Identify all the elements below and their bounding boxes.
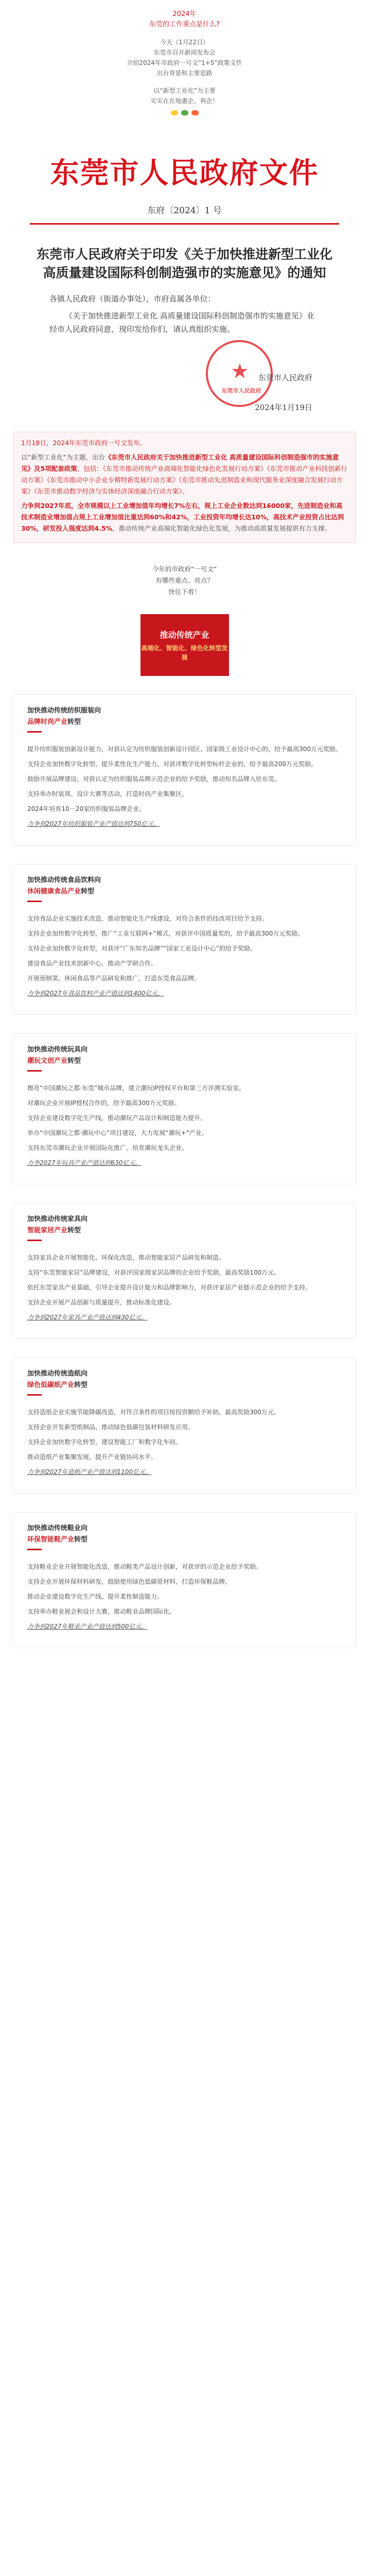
section-goal: 力争到2027年家具产业产值达到430亿元。 xyxy=(27,1314,148,1321)
section-paragraph: 支持家具企业开展智能化、环保化改造，推动智能家居产品研发和制造。 xyxy=(27,1254,225,1261)
policy-section xyxy=(13,1358,356,1494)
section-heading-line2: 智能家居产业转型 xyxy=(27,1227,81,1234)
section-paragraph: 支持企业建设数字化生产线，推动潮玩产品设计和制造能力提升。 xyxy=(27,1114,207,1122)
official-seal-icon: ★ 东莞市人民政府 xyxy=(206,340,273,407)
section-paragraph: 支持企业开展产品创新与质量提升，推动标准化建设。 xyxy=(27,1299,176,1306)
section-paragraph: 开展预制菜、休闲食品等产品研发和推广，打造东莞食品品牌。 xyxy=(27,975,201,982)
section-paragraph: 推动造纸产业集聚发展，提升产业链协同水平。 xyxy=(27,1453,157,1461)
policy-section xyxy=(13,864,356,1015)
intro-line: 实实在在地惠企、利企！ xyxy=(150,97,219,105)
emoji-icon xyxy=(191,110,199,115)
section-paragraph: 支持企业加快数字化转型，提升柔性化生产能力，对获评数字化转型标杆企业的，给予最高200万元奖励。 xyxy=(27,760,317,768)
emoji-icon xyxy=(181,110,188,115)
intro-block xyxy=(0,0,369,120)
prompt-line: 有哪些重点、亮点？ xyxy=(155,577,214,584)
section-paragraph: 2024年培育10－20家纺织服装品牌企业。 xyxy=(27,805,146,812)
section-heading-line1: 加快推动传统鞋业向 xyxy=(27,1524,88,1532)
doc-number: 东府〔2024〕1 号 xyxy=(147,206,222,216)
section-paragraph: 鼓励开展品牌建设，对获认定为纺织服装品牌示范企业的给予奖励，推动知名品牌入驻东莞。 xyxy=(27,775,281,783)
section-paragraph: 支持企业加快数字化转型，推广“工业互联网+”模式，对获评中国质量奖的，给予最高300万元奖励。 xyxy=(27,930,304,937)
section-paragraph: 支持举办时装周、设计大赛等活动，打造时尚产业集聚区。 xyxy=(27,790,188,798)
prompt-line: 快往下看！ xyxy=(168,588,201,596)
doc-date: 2024年1月19日 xyxy=(255,403,312,412)
section-paragraph: 支持食品企业实施技术改造，推动智能化生产线建设，对符合条件的技改项目给予支持。 xyxy=(27,915,269,922)
section-heading-line2: 休闲健康食品产业转型 xyxy=(27,888,95,895)
summary-paragraph: 力争到2027年底，全市规模以上工业增加值年均增长7%左右，规上工业企业数达到16000家，先进制造业和高技术制造业增加值占规上工业增加值比重达到60%和42%，工业投资年均增长达10%，高技术产业投资占比达到30%，研发投入强度达到4.5%，推动传统产业高端化智能化绿色化发展，为推动高质量发展提供有力支撑。 xyxy=(21,502,344,532)
section-body xyxy=(14,902,355,1014)
section-header xyxy=(14,1204,355,1241)
summary-top: 1月18日，2024年东莞市政府一号文发布。 xyxy=(21,439,147,447)
summary-paragraph: 以“新型工业化”为主题，出台《东莞市人民政府关于加快推进新型工业化 高质量建设国际科创制造强市的实施意见》及5项配套政策，包括：《东莞市推动传统产业高端化智能化绿色化发展行动方案》《东莞市推动产业科技创新行动方案》《东莞市推动中小企业专精特新发展行动方案》《东莞市推动先进制造业和现代服务业深度融合发展行动方案》《东莞市推动数字经济与实体经济深度融合行动方案》。 xyxy=(21,453,347,495)
section-goal: 力争到2027年鞋业产业产值达到500亿元。 xyxy=(27,1623,148,1630)
seal-text: 东莞市人民政府 xyxy=(221,387,261,394)
hero-banner xyxy=(140,614,229,676)
policy-section xyxy=(13,1033,356,1184)
section-heading-line1: 加快推动传统家具向 xyxy=(27,1215,88,1223)
section-heading-line2: 环保智能鞋产业转型 xyxy=(27,1536,88,1544)
section-heading-line1: 加快推动传统纺织服装向 xyxy=(27,707,101,715)
section-paragraph: 支持造纸企业实施节能降碳改造，对符合条件的项目按投资额给予补助，最高奖励300万元。 xyxy=(27,1409,280,1416)
section-heading-line2: 品牌时尚产业转型 xyxy=(27,718,81,726)
hero-title: 推动传统产业 xyxy=(160,630,209,640)
intro-line: 介绍2024年市政府一号文“1+5”政策文件 xyxy=(127,59,242,66)
policy-section xyxy=(13,694,356,845)
section-paragraph: 支持企业加快数字化转型，对获评“广东知名品牌”“国家工业设计中心”的给予奖励。 xyxy=(27,945,256,952)
intro-line: 今天（1月22日） xyxy=(160,39,209,46)
section-body xyxy=(14,1396,355,1493)
prompt-line: 今年的市政府“一号文” xyxy=(152,565,217,573)
section-goal: 力争到2027年纺织服装产业产值达到750亿元。 xyxy=(27,820,160,827)
section-paragraph: 提升纺织服装创新设计能力，对获认定为纺织服装创新设计园区、国家级工业设计中心的，给予最高300万元奖励。 xyxy=(27,745,342,753)
doc-header: 东莞市人民政府文件 xyxy=(50,156,319,190)
sections-list xyxy=(0,694,369,1648)
section-header xyxy=(14,1513,355,1550)
section-heading-line2: 潮玩文创产业转型 xyxy=(27,1057,81,1065)
official-document xyxy=(0,135,369,418)
emoji-row xyxy=(0,110,369,115)
section-paragraph: 支持举办鞋业展会和设计大赛，推动鞋业品牌国际化。 xyxy=(27,1608,176,1615)
policy-section xyxy=(13,1203,356,1339)
section-header xyxy=(14,1358,355,1396)
section-paragraph: 举办“中国潮玩之都·潮玩中心”项目建设，大力发展“潮玩+”产业。 xyxy=(27,1129,208,1137)
prompt-block xyxy=(0,564,369,598)
section-paragraph: 建设食品产业技术创新中心，推动产学研合作。 xyxy=(27,960,157,967)
section-paragraph: 推动企业建设数字化生产线，提升柔性制造能力。 xyxy=(27,1593,164,1600)
section-heading-line1: 加快推动传统食品饮料向 xyxy=(27,876,101,884)
intro-subtitle: 东莞的工作重点是什么? xyxy=(149,21,220,28)
doc-body: 《关于加快推进新型工业化 高质量建设国际科创制造强市的实施意见》业经市人民政府同意，现印发给你们，请认真组织实施。 xyxy=(49,311,314,334)
section-paragraph: 对潮玩企业开展IP授权合作的，给予最高300万元奖励。 xyxy=(27,1099,181,1107)
policy-section xyxy=(13,1512,356,1648)
section-body xyxy=(14,1241,355,1338)
hero-subtitle: 高端化、智能化、绿色化转型发展 xyxy=(141,644,228,661)
section-goal: 力争到2027年食品饮料产业产值达到1400亿元。 xyxy=(27,990,164,997)
intro-line: 以“新型工业化”为主要 xyxy=(153,87,216,94)
section-paragraph: 支持企业加快数字化转型，建设智能工厂和数字化车间。 xyxy=(27,1438,182,1446)
emoji-icon xyxy=(171,110,178,115)
section-body xyxy=(14,733,355,845)
section-heading-line2: 绿色低碳纸产业转型 xyxy=(27,1381,88,1389)
section-paragraph: 支持企业开发新型纸制品，推动绿色低碳包装材料研发应用。 xyxy=(27,1423,195,1431)
section-paragraph: 依托东莞家具产业基础，引导企业提升设计能力和品牌影响力，对获评家居产业链示范企业的给予支持。 xyxy=(27,1284,312,1291)
section-paragraph: 支持鞋业企业开展智能化改造，推动鞋类产品设计创新，对获评的示范企业给予奖励。 xyxy=(27,1563,262,1570)
section-goal: 力争2027年玩具产业产值达到630亿元。 xyxy=(27,1159,142,1166)
section-paragraph: 支持企业开展环保材料研发，鼓励使用绿色低碳原材料，打造环保鞋品牌。 xyxy=(27,1578,232,1585)
sign-area xyxy=(0,336,369,418)
section-header xyxy=(14,865,355,902)
intro-line: 东莞市召开新闻发布会 xyxy=(153,49,216,56)
intro-line: 出台背景和主要思路 xyxy=(156,70,213,77)
section-paragraph: 支持“东莞智能家居”品牌建设，对获评国家级家居品牌的企业给予奖励，最高奖励100万元。 xyxy=(27,1269,280,1276)
doc-addressee: 各镇人民政府（街道办事处），市府直属各单位： xyxy=(49,294,216,303)
section-body xyxy=(14,1550,355,1648)
section-body xyxy=(14,1072,355,1184)
section-heading-line1: 加快推动传统玩具向 xyxy=(27,1046,88,1054)
section-paragraph: 擦亮“中国潮玩之都·东莞”城市品牌，建立潮玩IP授权平台和第三方评测实验室。 xyxy=(27,1084,245,1092)
section-heading-line1: 加快推动传统造纸向 xyxy=(27,1370,88,1378)
intro-year: 2024年 xyxy=(172,10,197,18)
section-goal: 力争到2027年造纸产业产值达到1100亿元。 xyxy=(27,1468,152,1476)
section-paragraph: 支持东莞市潮玩企业开展国际化推广，培育潮玩龙头企业。 xyxy=(27,1144,188,1151)
doc-title: 东莞市人民政府关于印发《关于加快推进新型工业化 高质量建设国际科创制造强市的实施意见》的通知 xyxy=(36,247,332,280)
summary-box xyxy=(13,432,356,543)
section-header xyxy=(14,1034,355,1072)
section-header xyxy=(14,695,355,733)
doc-org: 东莞市人民政府 xyxy=(258,373,312,382)
